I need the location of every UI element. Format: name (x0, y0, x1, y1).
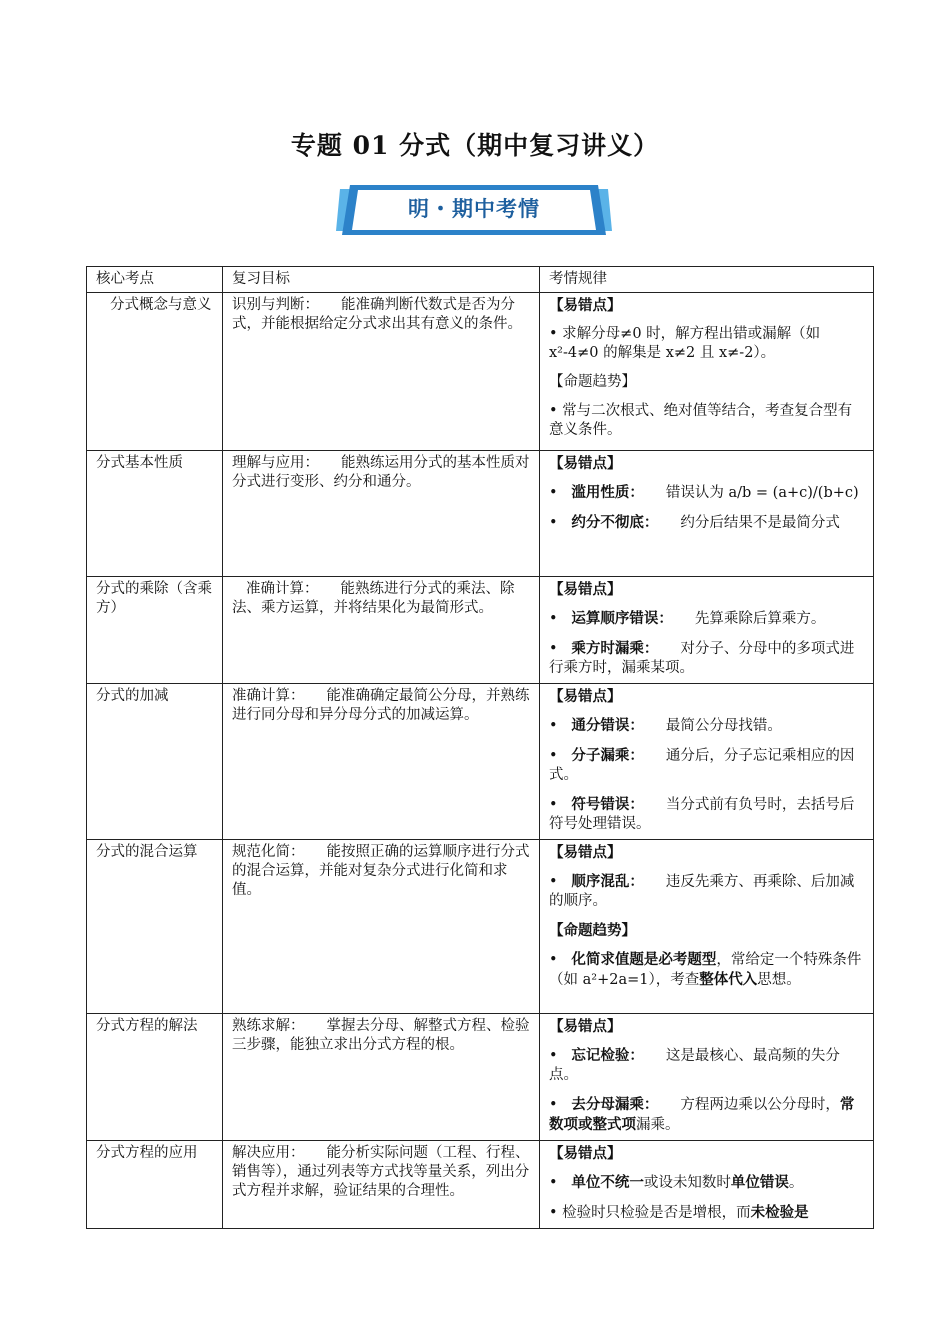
goal-cell (223, 840, 540, 1014)
goal-text: 能分析实际问题（工程、行程、销售等），通过列表等方式找等量关系，列出分式方程并求解，验证结果的合理性。 (232, 1145, 530, 1199)
mistake-keyword: 去分母漏乘： (571, 1096, 659, 1113)
goal-text: 能按照正确的运算顺序进行分式的混合运算，并能对复杂分式进行化简和求值。 (232, 844, 530, 898)
mistake-text: 最简公分母找错。 (665, 718, 782, 734)
table-header-row (87, 267, 874, 293)
trend-item: • 常与二次根式、绝对值等结合，考查复合型有意义条件。 (549, 403, 853, 438)
mistake-heading: 【易错点】 (549, 688, 622, 705)
trend-heading: 【命题趋势】 (549, 374, 636, 390)
topic-cell: 分式方程的应用 (87, 1141, 223, 1229)
goal-label: 熟练求解： (232, 1018, 305, 1034)
table-row (87, 840, 874, 1014)
mistake-keyword: 约分不彻底： (571, 514, 659, 531)
goal-text: 能准确确定最简公分母，并熟练进行同分母和异分母分式的加减运算。 (232, 688, 530, 723)
goal-cell (223, 684, 540, 840)
mistake-keyword: 分子漏乘： (571, 747, 644, 764)
mistake-item: • 求解分母≠0 时，解方程出错或漏解（如 x²-4≠0 的解集是 x≠2 且 x≠-2）。 (549, 326, 821, 361)
goal-text: 能熟练进行分式的乘法、除法、乘方运算，并将结果化为最简形式。 (232, 581, 515, 616)
mistake-heading: 【易错点】 (549, 581, 622, 598)
trend-keyword: 化简求值题是必考题型 (571, 951, 717, 968)
topic-cell (87, 293, 223, 451)
section-banner (336, 181, 612, 239)
topic-text: 分式概念与意义 (110, 297, 212, 313)
goal-label: 规范化简： (232, 844, 305, 860)
mistake-item: • 符号错误： 当分式前有负号时，去括号后符号处理错误。 (549, 796, 855, 832)
pattern-cell (540, 293, 874, 451)
goal-cell (223, 577, 540, 684)
mistake-text: 或设未知数时 (643, 1175, 731, 1191)
goal-text: 掌握去分母、解整式方程、检验三步骤，能独立求出分式方程的根。 (232, 1018, 530, 1053)
header-pattern: 考情规律 (540, 267, 874, 293)
pattern-cell (540, 1014, 874, 1141)
exam-table (86, 266, 874, 1229)
mistake-text: 对分子、分母中的多项式进行乘方时，漏乘某项。 (549, 641, 855, 676)
trend-keyword: 整体代入 (699, 971, 758, 988)
pattern-cell (540, 840, 874, 1014)
mistake-text: 这是最核心、最高频的失分点。 (549, 1048, 840, 1083)
mistake-text: 漏乘。 (636, 1117, 680, 1133)
mistake-text: 检验时只检验是否是增根，而 (562, 1205, 751, 1221)
goal-label: 准确计算： (246, 581, 319, 597)
goal-label: 识别与判断： (232, 297, 319, 313)
goal-label: 理解与应用： (232, 455, 319, 471)
trend-heading: 【命题趋势】 (549, 922, 636, 939)
pattern-cell (540, 684, 874, 840)
pattern-cell (540, 577, 874, 684)
mistake-keyword: 忘记检验： (571, 1047, 644, 1064)
table-row (87, 577, 874, 684)
mistake-heading: 【易错点】 (549, 844, 622, 861)
mistake-keyword: 运算顺序错误： (571, 610, 673, 627)
mistake-keyword: 通分错误： (571, 717, 644, 734)
mistake-item: • 滥用性质： 错误认为 a/b = (a+c)/(b+c) (549, 484, 859, 501)
goal-text: 能准确判断代数式是否为分式，并能根据给定分式求出其有意义的条件。 (232, 297, 522, 332)
mistake-keyword: 顺序混乱： (571, 873, 644, 890)
pattern-cell (540, 451, 874, 577)
goal-label: 准确计算： (232, 688, 305, 704)
mistake-item: • 顺序混乱： 违反先乘方、再乘除、后加减的顺序。 (549, 873, 855, 909)
topic-cell: 分式的混合运算 (87, 840, 223, 1014)
mistake-text: 通分后，分子忘记乘相应的因式。 (549, 748, 855, 783)
trend-text: ，常给定一个特殊条件（如 a²+2a=1），考查 (549, 952, 862, 988)
goal-cell (223, 451, 540, 577)
mistake-text: 方程两边乘以公分母时， (680, 1097, 840, 1113)
mistake-heading: 【易错点】 (549, 1018, 622, 1035)
mistake-item: • 约分不彻底： 约分后结果不是最简分式 (549, 514, 840, 531)
page-title: 专题 01 分式（期中复习讲义） (290, 131, 660, 160)
trend-item: • 化简求值题是必考题型，常给定一个特殊条件（如 a²+2a=1），考查整体代入思想。 (549, 951, 862, 988)
mistake-text: 。 (788, 1175, 804, 1191)
mistake-item: • 去分母漏乘： 方程两边乘以公分母时，常数项或整式项漏乘。 (549, 1096, 855, 1133)
trend-text: 思想。 (757, 972, 801, 988)
mistake-keyword: 常数项或整式项 (549, 1096, 855, 1133)
mistake-heading: 【易错点】 (549, 297, 622, 314)
goal-cell (223, 1014, 540, 1141)
pattern-cell (540, 1141, 874, 1229)
mistake-item: • 忘记检验： 这是最核心、最高频的失分点。 (549, 1047, 840, 1083)
banner-text: 明・期中考情 (408, 197, 540, 221)
topic-cell: 分式的乘除（含乘方） (87, 577, 223, 684)
mistake-text: 先算乘除后算乘方。 (694, 611, 826, 627)
mistake-item: • 分子漏乘： 通分后，分子忘记乘相应的因式。 (549, 747, 855, 783)
table-row (87, 293, 874, 451)
mistake-text: 错误认为 a/b = (a+c)/(b+c) (665, 485, 859, 501)
goal-text: 能熟练运用分式的基本性质对分式进行变形、约分和通分。 (232, 455, 530, 490)
mistake-heading: 【易错点】 (549, 1145, 622, 1162)
goal-label: 解决应用： (232, 1145, 305, 1161)
mistake-text: 求解分母≠0 时，解方程出错或漏解（如 x²-4≠0 的解集是 x≠2 且 x≠-2）。 (549, 326, 821, 361)
topic-cell: 分式方程的解法 (87, 1014, 223, 1141)
goal-cell (223, 1141, 540, 1229)
mistake-item: • 乘方时漏乘： 对分子、分母中的多项式进行乘方时，漏乘某项。 (549, 640, 855, 676)
mistake-keyword: 未检验是 (750, 1204, 809, 1221)
mistake-item: • 检验时只检验是否是增根，而未检验是 (549, 1204, 809, 1221)
mistake-heading: 【易错点】 (549, 455, 622, 472)
mistake-text: 约分后结果不是最简分式 (680, 515, 840, 531)
topic-cell: 分式基本性质 (87, 451, 223, 577)
mistake-item: • 通分错误： 最简公分母找错。 (549, 717, 782, 734)
mistake-keyword: 单位错误 (730, 1174, 789, 1191)
mistake-text: 当分式前有负号时，去括号后符号处理错误。 (549, 797, 855, 832)
mistake-keyword: 乘方时漏乘： (571, 640, 659, 657)
table-row (87, 684, 874, 840)
mistake-text: 违反先乘方、再乘除、后加减的顺序。 (549, 874, 855, 909)
table-row (87, 1014, 874, 1141)
table-row (87, 451, 874, 577)
mistake-keyword: 滥用性质： (571, 484, 644, 501)
trend-text: 常与二次根式、绝对值等结合，考查复合型有意义条件。 (549, 403, 853, 438)
mistake-keyword: 单位不统一 (571, 1174, 644, 1191)
mistake-keyword: 符号错误： (571, 796, 644, 813)
header-goal: 复习目标 (223, 267, 540, 293)
mistake-item: • 单位不统一或设未知数时单位错误。 (549, 1174, 804, 1191)
mistake-item: • 运算顺序错误： 先算乘除后算乘方。 (549, 610, 826, 627)
header-topic: 核心考点 (87, 267, 223, 293)
table-row (87, 1141, 874, 1229)
topic-cell: 分式的加减 (87, 684, 223, 840)
goal-cell (223, 293, 540, 451)
